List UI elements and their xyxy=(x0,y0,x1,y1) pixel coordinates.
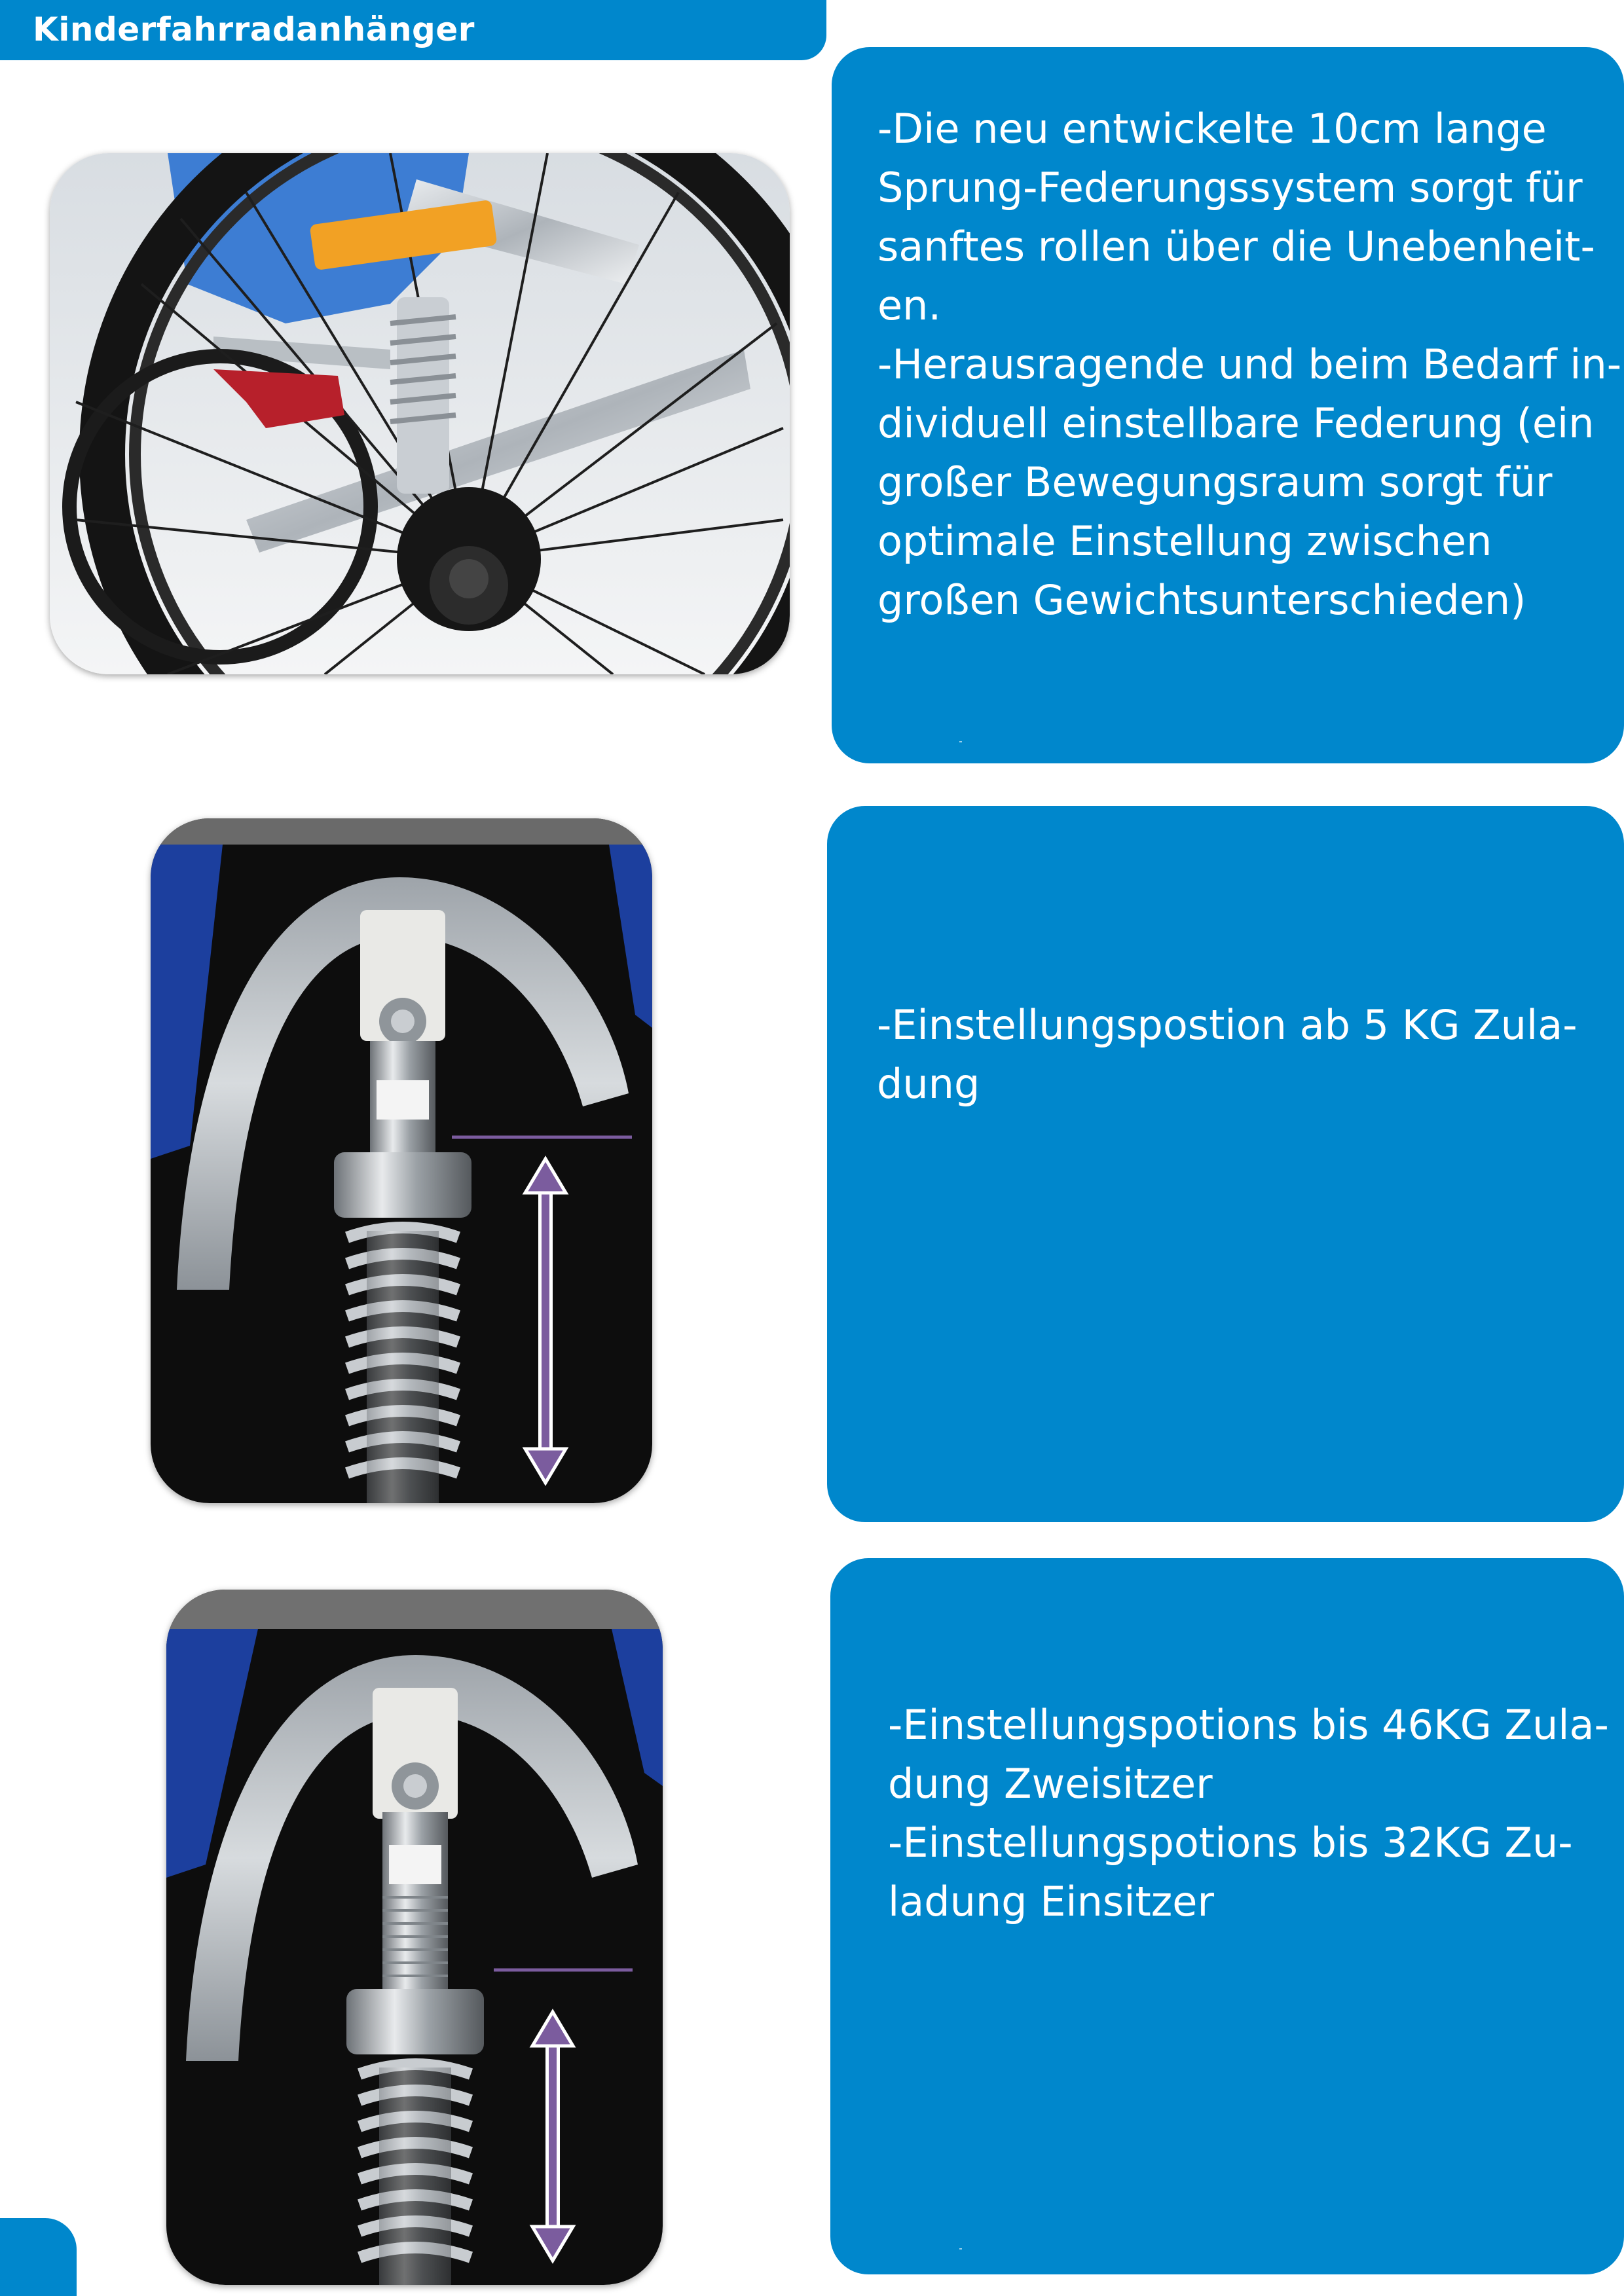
shock-absorber-illustration xyxy=(166,1590,663,2285)
info-text-3: -Einstellungspotions bis 46KG Zula- dung Zweisitzer -Einstellungspotions bis 32KG Zu- ladung Einsitzer xyxy=(888,1701,1609,1925)
shock-absorber-illustration xyxy=(151,818,652,1503)
info-box-1 xyxy=(832,47,1624,763)
info-text-1: -Die neu entwickelte 10cm lange Sprung-Federungssystem sorgt für sanftes rollen über die Unebenheit- en. -Herausragende und beim Bedarf in- dividuell einstellbare Federung (ein großer Bewegungsraum sorgt für optimale Einstellung zwischen großen Gewichtsunterschieden) xyxy=(877,105,1622,624)
wheel-suspension-photo xyxy=(50,153,790,674)
header-tab xyxy=(0,0,826,60)
info-text-2: -Einstellungspostion ab 5 KG Zula- dung xyxy=(877,1001,1578,1108)
info-box-2 xyxy=(827,806,1624,1522)
shock-absorber-low-setting-photo xyxy=(151,818,652,1503)
page-title: Kinderfahrradanhänger xyxy=(33,10,475,48)
wheel-illustration xyxy=(50,153,790,674)
info-box-3 xyxy=(830,1558,1624,2274)
shock-absorber-high-setting-photo xyxy=(166,1590,663,2285)
page-corner-decoration xyxy=(0,2218,77,2296)
